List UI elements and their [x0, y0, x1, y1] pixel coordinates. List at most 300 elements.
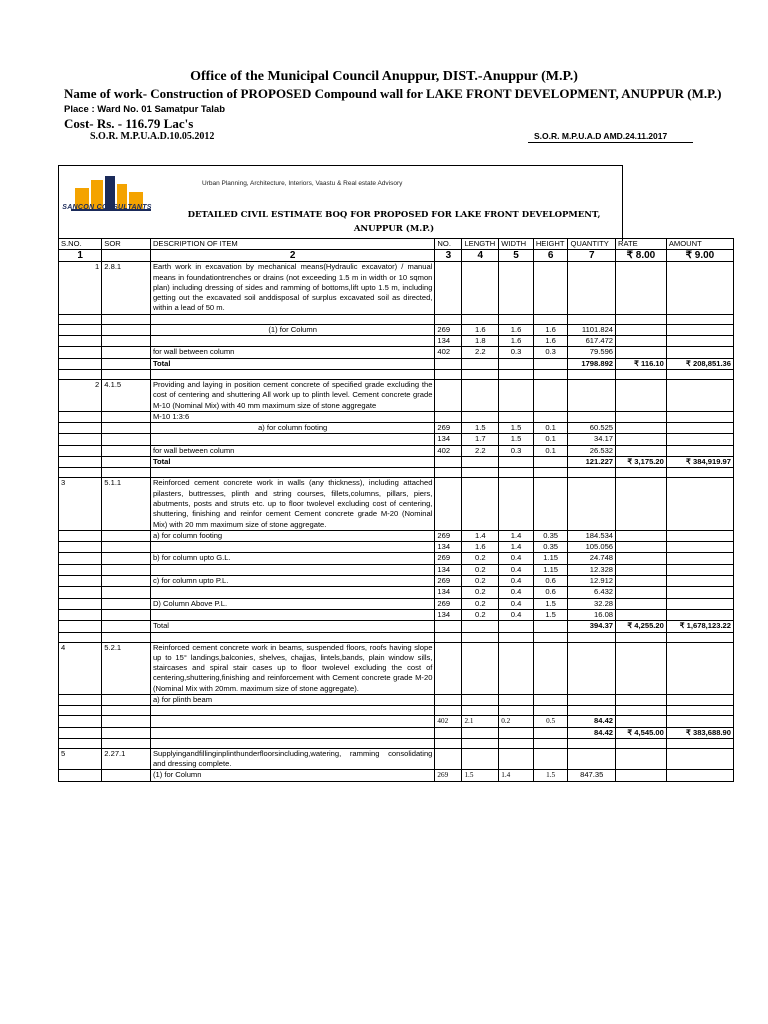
- spacer-row: [59, 738, 734, 748]
- rate-value: [616, 576, 667, 587]
- count-value: [435, 727, 462, 738]
- rate-value: [616, 542, 667, 553]
- table-cell: [499, 478, 534, 530]
- count-value: [435, 632, 462, 642]
- row-description: c) for column upto P.L.: [150, 576, 434, 587]
- row-description: [150, 706, 434, 716]
- row-description: [150, 336, 434, 347]
- row-description: a) for plinth beam: [150, 694, 434, 705]
- row-description: a) for column footing: [150, 423, 434, 434]
- count-value: [435, 369, 462, 379]
- amount-value: ₹ 1,678,123.22: [666, 621, 733, 632]
- serial-number: [59, 727, 102, 738]
- item-description: Providing and laying in position cement concrete of specified grade excluding the cost of centering and shuttering All work up to plinth level. Cement concrete grade M-10 (Nominal Mix) with 40 mm maximum size of stone aggregate: [150, 379, 434, 411]
- serial-number: [59, 542, 102, 553]
- measurement-row: [59, 770, 734, 781]
- rate-value: [616, 468, 667, 478]
- table-cell: [533, 748, 568, 770]
- sor-code: [102, 587, 151, 598]
- serial-number: [59, 576, 102, 587]
- amount-value: [666, 770, 733, 781]
- measurement-row: [59, 542, 734, 553]
- total-row: [59, 727, 734, 738]
- length-value: [462, 632, 499, 642]
- width-value: [499, 411, 534, 422]
- quantity-value: 24.748: [568, 553, 616, 564]
- quantity-value: 84.42: [568, 727, 616, 738]
- spacer-row: [59, 706, 734, 716]
- height-value: [533, 694, 568, 705]
- rate-value: [616, 530, 667, 541]
- row-description: M-10 1:3:6: [150, 411, 434, 422]
- rate-value: [616, 369, 667, 379]
- height-value: 1.6: [533, 336, 568, 347]
- rate-value: [616, 609, 667, 620]
- row-description: [150, 609, 434, 620]
- length-value: 0.2: [462, 587, 499, 598]
- height-value: [533, 727, 568, 738]
- table-cell: [462, 642, 499, 694]
- amount-value: [666, 632, 733, 642]
- row-description: b) for column upto G.L.: [150, 553, 434, 564]
- serial-number: [59, 587, 102, 598]
- height-value: 0.1: [533, 423, 568, 434]
- height-value: 1.15: [533, 553, 568, 564]
- quantity-value: [568, 314, 616, 324]
- width-value: 0.4: [499, 576, 534, 587]
- serial-number: [59, 336, 102, 347]
- height-value: [533, 706, 568, 716]
- rate-value: [616, 716, 667, 727]
- table-cell: [499, 642, 534, 694]
- serial-number: [59, 347, 102, 358]
- count-value: [435, 694, 462, 705]
- table-cell: [616, 642, 667, 694]
- height-value: 0.1: [533, 434, 568, 445]
- total-row: [59, 621, 734, 632]
- quantity-value: [568, 632, 616, 642]
- item-description: Reinforced cement concrete work in beams, suspended floors, roofs having slope up to 15° landings,balconies, shelves, chajjas, lintels,bands, plain window sills, staircases and spiral stair cases up to floor twolevel excluding the cost of centering,shuttering,finishing and reinforcement with Cement concrete grade M-20 (Nominal Mix with 20mm. maximum size of stone aggregate).: [150, 642, 434, 694]
- sor-code: [102, 324, 151, 335]
- height-value: [533, 621, 568, 632]
- height-value: 0.35: [533, 542, 568, 553]
- serial-number: 3: [59, 478, 102, 530]
- quantity-value: 32.28: [568, 598, 616, 609]
- sor-code: [102, 727, 151, 738]
- measurement-row: [59, 609, 734, 620]
- quantity-value: 394.37: [568, 621, 616, 632]
- table-cell: [666, 748, 733, 770]
- serial-number: [59, 694, 102, 705]
- quantity-value: [568, 411, 616, 422]
- sor-code: [102, 358, 151, 369]
- table-header-row: [59, 239, 734, 250]
- row-description: [150, 314, 434, 324]
- length-value: 1.6: [462, 324, 499, 335]
- row-description: [150, 369, 434, 379]
- table-cell: [435, 262, 462, 314]
- measurement-row: [59, 445, 734, 456]
- serial-number: [59, 434, 102, 445]
- length-value: [462, 621, 499, 632]
- sor-underline: [528, 142, 693, 143]
- work-name: Name of work- Construction of PROPOSED Compound wall for LAKE FRONT DEVELOPMENT, ANUPPUR (M.P.): [64, 86, 722, 101]
- count-value: 269: [435, 530, 462, 541]
- quantity-value: [568, 369, 616, 379]
- height-value: [533, 738, 568, 748]
- cost-line: Cost- Rs. - 116.79 Lac's: [64, 116, 194, 131]
- count-value: 134: [435, 609, 462, 620]
- serial-number: [59, 314, 102, 324]
- row-description: [150, 564, 434, 575]
- serial-number: [59, 445, 102, 456]
- length-value: [462, 468, 499, 478]
- width-value: 1.4: [499, 770, 534, 781]
- height-value: 1.5: [533, 770, 568, 781]
- width-value: [499, 621, 534, 632]
- length-value: 2.2: [462, 445, 499, 456]
- serial-number: [59, 738, 102, 748]
- length-value: [462, 457, 499, 468]
- sor-code: [102, 445, 151, 456]
- height-value: 0.6: [533, 576, 568, 587]
- table-cell: [616, 478, 667, 530]
- serial-number: [59, 423, 102, 434]
- measurement-row: [59, 598, 734, 609]
- count-value: 269: [435, 423, 462, 434]
- height-value: 0.35: [533, 530, 568, 541]
- table-cell: [533, 262, 568, 314]
- rate-value: [616, 598, 667, 609]
- rate-value: ₹ 3,175.20: [616, 457, 667, 468]
- amount-value: ₹ 383,688.90: [666, 727, 733, 738]
- length-value: [462, 727, 499, 738]
- sor-code: [102, 336, 151, 347]
- width-value: 1.4: [499, 542, 534, 553]
- count-value: 269: [435, 598, 462, 609]
- quantity-value: 12.912: [568, 576, 616, 587]
- width-value: 0.3: [499, 347, 534, 358]
- item-description: Earth work in excavation by mechanical means(Hydraulic excavator) / manual means in foundationtrenches or drains (not exceeding 1.5 m in width or 10 sqmon plan) including dressing of sides and ramming of bottoms,lift upto 1.5 m, including getting out the excavated soil anddisposal of surplus excavated soil as directed, within a lead of 50 m.: [150, 262, 434, 314]
- length-value: [462, 738, 499, 748]
- column-number: 2: [150, 250, 434, 262]
- count-value: 402: [435, 347, 462, 358]
- serial-number: 4: [59, 642, 102, 694]
- row-description: Total: [150, 358, 434, 369]
- height-value: [533, 457, 568, 468]
- table-cell: [568, 379, 616, 411]
- rate-value: [616, 314, 667, 324]
- sor-code: [102, 369, 151, 379]
- table-cell: [533, 478, 568, 530]
- rate-value: [616, 738, 667, 748]
- measurement-row: [59, 694, 734, 705]
- serial-number: [59, 324, 102, 335]
- height-value: 1.5: [533, 609, 568, 620]
- estimate-banner: [58, 165, 623, 241]
- measurement-row: [59, 324, 734, 335]
- total-row: [59, 358, 734, 369]
- office-title: Office of the Municipal Council Anuppur, DIST.-Anuppur (M.P.): [190, 69, 578, 84]
- column-number: 5: [499, 250, 534, 262]
- width-value: 0.4: [499, 553, 534, 564]
- width-value: [499, 727, 534, 738]
- spacer-row: [59, 314, 734, 324]
- count-value: 269: [435, 324, 462, 335]
- row-description: (1) for Column: [150, 770, 434, 781]
- table-cell: [666, 379, 733, 411]
- length-value: 0.2: [462, 576, 499, 587]
- serial-number: 1: [59, 262, 102, 314]
- column-header: SOR: [102, 239, 151, 250]
- quantity-value: 16.08: [568, 609, 616, 620]
- quantity-value: 34.17: [568, 434, 616, 445]
- amount-value: [666, 738, 733, 748]
- column-number: [102, 250, 151, 262]
- width-value: 1.6: [499, 324, 534, 335]
- count-value: 134: [435, 587, 462, 598]
- sor-code: [102, 347, 151, 358]
- sor-code: 4.1.5: [102, 379, 151, 411]
- sor-right: S.O.R. M.P.U.A.D AMD.24.11.2017: [534, 131, 668, 141]
- quantity-value: 6.432: [568, 587, 616, 598]
- rate-value: [616, 564, 667, 575]
- sor-code: [102, 632, 151, 642]
- rate-value: ₹ 4,545.00: [616, 727, 667, 738]
- serial-number: [59, 564, 102, 575]
- sor-code: [102, 457, 151, 468]
- table-cell: [533, 379, 568, 411]
- count-value: [435, 621, 462, 632]
- serial-number: [59, 553, 102, 564]
- column-header: DESCRIPTION OF ITEM: [150, 239, 434, 250]
- height-value: 1.15: [533, 564, 568, 575]
- quantity-value: [568, 468, 616, 478]
- serial-number: [59, 706, 102, 716]
- count-value: [435, 457, 462, 468]
- column-header: WIDTH: [499, 239, 534, 250]
- amount-value: [666, 587, 733, 598]
- count-value: 269: [435, 576, 462, 587]
- quantity-value: [568, 738, 616, 748]
- sor-code: 2.8.1: [102, 262, 151, 314]
- item-description: Supplyingandfillinginplinthunderfloorsincluding,watering, ramming consolidating and dressing complete.: [150, 748, 434, 770]
- rate-value: [616, 336, 667, 347]
- item-row: [59, 748, 734, 770]
- count-value: [435, 411, 462, 422]
- count-value: [435, 314, 462, 324]
- serial-number: [59, 598, 102, 609]
- length-value: [462, 411, 499, 422]
- boq-title: DETAILED CIVIL ESTIMATE BOQ FOR PROPOSED FOR LAKE FRONT DEVELOPMENT, ANUPPUR (M.P.): [187, 210, 601, 234]
- column-header: S.NO.: [59, 239, 102, 250]
- logo-wordmark: SANCON CONSULTANTS: [62, 204, 152, 211]
- table-cell: [568, 478, 616, 530]
- sor-code: [102, 553, 151, 564]
- rate-value: ₹ 4,255.20: [616, 621, 667, 632]
- serial-number: [59, 770, 102, 781]
- sor-code: [102, 694, 151, 705]
- item-description: Reinforced cement concrete work in walls (any thickness), including attached pilasters, buttresses, plinth and string courses, fillets,columns, pillars, piers, abutments, posts and struts etc. up to floor twolevel excluding cost of centering, shuttering, finishing and reinfor cement Cement concrete grade M-20 (Nominal Mix) with 20 mm maximum size of stone aggregate.: [150, 478, 434, 530]
- length-value: 1.4: [462, 530, 499, 541]
- total-row: [59, 457, 734, 468]
- count-value: 269: [435, 770, 462, 781]
- width-value: 0.2: [499, 716, 534, 727]
- rate-value: [616, 434, 667, 445]
- sor-left: S.O.R. M.P.U.A.D.10.05.2012: [90, 131, 215, 142]
- width-value: 0.3: [499, 445, 534, 456]
- spacer-row: [59, 468, 734, 478]
- sor-code: 2.27.1: [102, 748, 151, 770]
- sor-code: [102, 770, 151, 781]
- sor-code: [102, 738, 151, 748]
- width-value: 0.4: [499, 609, 534, 620]
- table-cell: [462, 379, 499, 411]
- amount-value: [666, 423, 733, 434]
- rate-value: [616, 423, 667, 434]
- quantity-value: [568, 706, 616, 716]
- height-value: [533, 369, 568, 379]
- column-header: AMOUNT: [666, 239, 733, 250]
- amount-value: [666, 542, 733, 553]
- measurement-row: [59, 423, 734, 434]
- item-row: [59, 379, 734, 411]
- quantity-value: 847.35: [568, 770, 616, 781]
- serial-number: [59, 468, 102, 478]
- advisory-tagline: Urban Planning, Architecture, Interiors, Vaastu & Real estate Advisory: [202, 180, 403, 187]
- amount-value: [666, 564, 733, 575]
- table-cell: [499, 262, 534, 314]
- column-number: 3: [435, 250, 462, 262]
- width-value: 1.5: [499, 423, 534, 434]
- length-value: 2.1: [462, 716, 499, 727]
- table-cell: [568, 262, 616, 314]
- measurement-row: [59, 411, 734, 422]
- table-cell: [499, 379, 534, 411]
- measurement-row: [59, 576, 734, 587]
- column-header: HEIGHT: [533, 239, 568, 250]
- measurement-row: [59, 716, 734, 727]
- height-value: 0.5: [533, 716, 568, 727]
- quantity-value: 84.42: [568, 716, 616, 727]
- table-cell: [616, 379, 667, 411]
- amount-value: [666, 411, 733, 422]
- table-cell: [435, 478, 462, 530]
- width-value: [499, 632, 534, 642]
- table-cell: [499, 748, 534, 770]
- quantity-value: 121.227: [568, 457, 616, 468]
- item-row: [59, 478, 734, 530]
- serial-number: [59, 716, 102, 727]
- serial-number: 2: [59, 379, 102, 411]
- sor-code: [102, 564, 151, 575]
- length-value: [462, 694, 499, 705]
- length-value: 0.2: [462, 553, 499, 564]
- rate-value: [616, 445, 667, 456]
- table-cell: [462, 478, 499, 530]
- rate-value: [616, 632, 667, 642]
- count-value: 134: [435, 542, 462, 553]
- rate-value: [616, 694, 667, 705]
- amount-value: [666, 468, 733, 478]
- sor-code: [102, 542, 151, 553]
- length-value: 0.2: [462, 598, 499, 609]
- place-line: Place : Ward No. 01 Samatpur Talab: [64, 104, 226, 115]
- sor-code: [102, 411, 151, 422]
- sor-code: [102, 706, 151, 716]
- length-value: [462, 706, 499, 716]
- column-number: 4: [462, 250, 499, 262]
- column-number: ₹ 9.00: [666, 250, 733, 262]
- row-description: D) Column Above P.L.: [150, 598, 434, 609]
- table-cell: [666, 642, 733, 694]
- amount-value: [666, 530, 733, 541]
- serial-number: [59, 358, 102, 369]
- rate-value: ₹ 116.10: [616, 358, 667, 369]
- sor-code: 5.1.1: [102, 478, 151, 530]
- table-cell: [616, 748, 667, 770]
- height-value: 0.3: [533, 347, 568, 358]
- measurement-row: [59, 530, 734, 541]
- serial-number: [59, 609, 102, 620]
- measurement-row: [59, 347, 734, 358]
- item-row: [59, 642, 734, 694]
- quantity-value: 26.532: [568, 445, 616, 456]
- rate-value: [616, 587, 667, 598]
- sor-code: [102, 576, 151, 587]
- width-value: [499, 706, 534, 716]
- count-value: 402: [435, 445, 462, 456]
- quantity-value: 60.525: [568, 423, 616, 434]
- width-value: 1.5: [499, 434, 534, 445]
- length-value: [462, 314, 499, 324]
- height-value: [533, 314, 568, 324]
- width-value: 0.4: [499, 587, 534, 598]
- sor-code: [102, 621, 151, 632]
- length-value: [462, 358, 499, 369]
- amount-value: [666, 706, 733, 716]
- column-header: NO.: [435, 239, 462, 250]
- sor-code: [102, 434, 151, 445]
- quantity-value: 79.596: [568, 347, 616, 358]
- table-cell: [568, 748, 616, 770]
- column-number: 7: [568, 250, 616, 262]
- column-header: QUANTITY: [568, 239, 616, 250]
- count-value: 134: [435, 564, 462, 575]
- quantity-value: [568, 694, 616, 705]
- amount-value: [666, 445, 733, 456]
- serial-number: 5: [59, 748, 102, 770]
- count-value: [435, 358, 462, 369]
- column-number: 6: [533, 250, 568, 262]
- quantity-value: 105.056: [568, 542, 616, 553]
- height-value: [533, 632, 568, 642]
- row-description: [150, 632, 434, 642]
- amount-value: [666, 336, 733, 347]
- sor-code: [102, 314, 151, 324]
- row-description: Total: [150, 621, 434, 632]
- quantity-value: 1101.824: [568, 324, 616, 335]
- height-value: [533, 358, 568, 369]
- count-value: 134: [435, 434, 462, 445]
- amount-value: [666, 609, 733, 620]
- row-description: [150, 542, 434, 553]
- boq-table: [58, 238, 734, 782]
- height-value: 1.6: [533, 324, 568, 335]
- amount-value: ₹ 208,851.36: [666, 358, 733, 369]
- amount-value: [666, 576, 733, 587]
- row-description: (1) for Column: [150, 324, 434, 335]
